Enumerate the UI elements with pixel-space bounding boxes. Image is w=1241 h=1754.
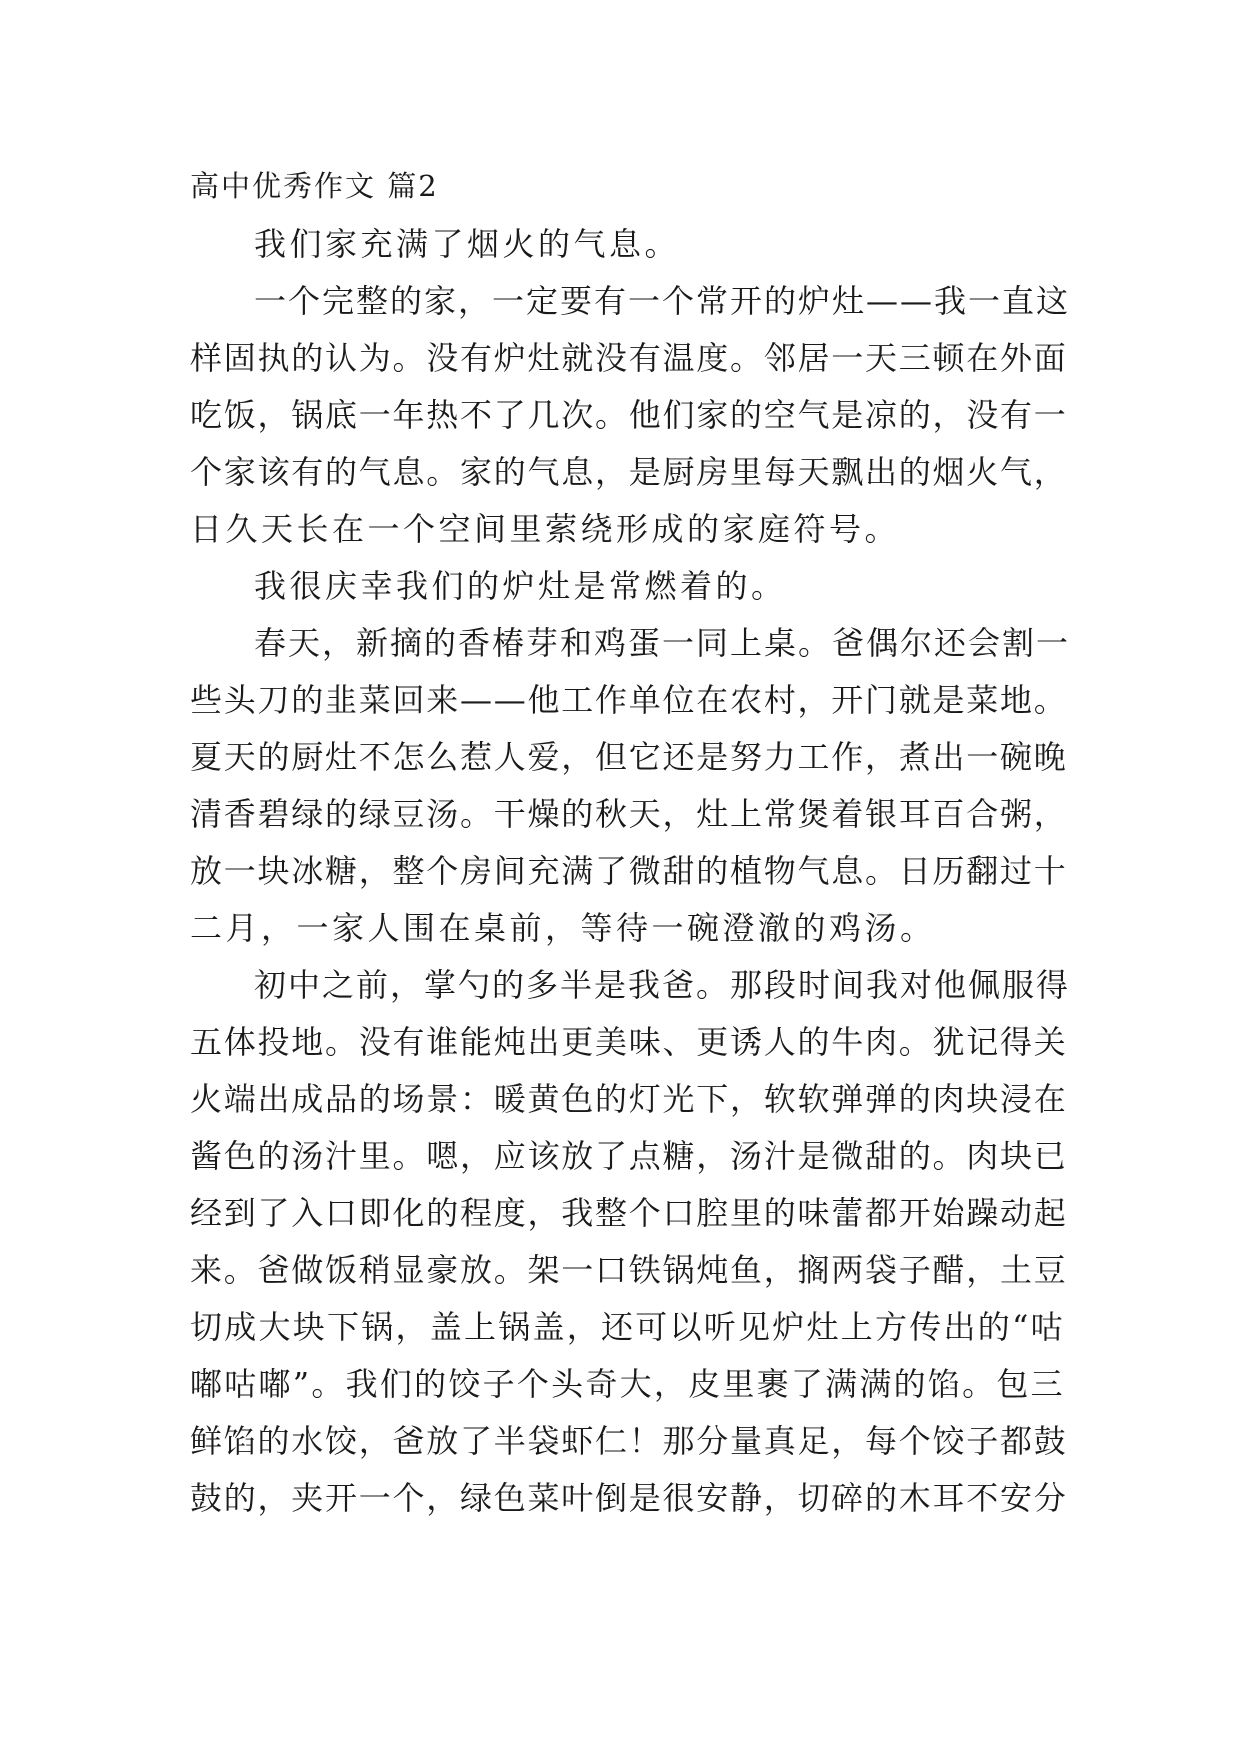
paragraph-line: 些头刀的韭菜回来——他工作单位在农村，开门就是菜地。 [190, 681, 1068, 719]
paragraph-line: 火端出成品的场景：暖黄色的灯光下，软软弹弹的肉块浸在 [190, 1080, 1068, 1118]
paragraph-line: 酱色的汤汁里。嗯，应该放了点糖，汤汁是微甜的。肉块已 [190, 1137, 1068, 1175]
paragraph-line: 五体投地。没有谁能炖出更美味、更诱人的牛肉。犹记得关 [190, 1023, 1068, 1061]
paragraph-line: 初中之前，掌勺的多半是我爸。那段时间我对他佩服得 [254, 966, 1071, 1004]
paragraph-line: 经到了入口即化的程度，我整个口腔里的味蕾都开始躁动起 [190, 1194, 1068, 1232]
paragraph-line: 切成大块下锅，盖上锅盖，还可以听见炉灶上方传出的“咕 [190, 1308, 1065, 1346]
paragraph-line: 一个完整的家，一定要有一个常开的炉灶——我一直这 [254, 282, 1071, 320]
paragraph-line: 放一块冰糖，整个房间充满了微甜的植物气息。日历翻过十 [190, 852, 1068, 890]
paragraph-line: 日久天长在一个空间里萦绕形成的家庭符号。 [190, 510, 901, 548]
paragraph-line: 二月，一家人围在桌前，等待一碗澄澈的鸡汤。 [190, 909, 936, 947]
paragraph-line: 夏天的厨灶不怎么惹人爱，但它还是努力工作，煮出一碗晚 [190, 738, 1068, 776]
paragraph-line: 样固执的认为。没有炉灶就没有温度。邻居一天三顿在外面 [190, 339, 1068, 377]
paragraph-line: 春天，新摘的香椿芽和鸡蛋一同上桌。爸偶尔还会割一 [254, 624, 1071, 662]
paragraph-line: 我们家充满了烟火的气息。 [254, 225, 681, 263]
paragraph-line: 来。爸做饭稍显豪放。架一口铁锅炖鱼，搁两袋子醋，土豆 [190, 1251, 1068, 1289]
paragraph-line: 嘟咕嘟”。我们的饺子个头奇大，皮里裹了满满的馅。包三 [190, 1365, 1065, 1403]
paragraph-line: 个家该有的气息。家的气息，是厨房里每天飘出的烟火气， [190, 453, 1068, 491]
paragraph-line: 鲜馅的水饺，爸放了半袋虾仁！那分量真足，每个饺子都鼓 [190, 1422, 1068, 1460]
paragraph-line: 清香碧绿的绿豆汤。干燥的秋天，灶上常煲着银耳百合粥， [190, 795, 1068, 833]
document-title: 高中优秀作文 篇2 [190, 169, 439, 203]
paragraph-line: 吃饭，锅底一年热不了几次。他们家的空气是凉的，没有一 [190, 396, 1068, 434]
paragraph-line: 我很庆幸我们的炉灶是常燃着的。 [254, 567, 787, 605]
paragraph-line: 鼓的，夹开一个，绿色菜叶倒是很安静，切碎的木耳不安分 [190, 1479, 1068, 1517]
